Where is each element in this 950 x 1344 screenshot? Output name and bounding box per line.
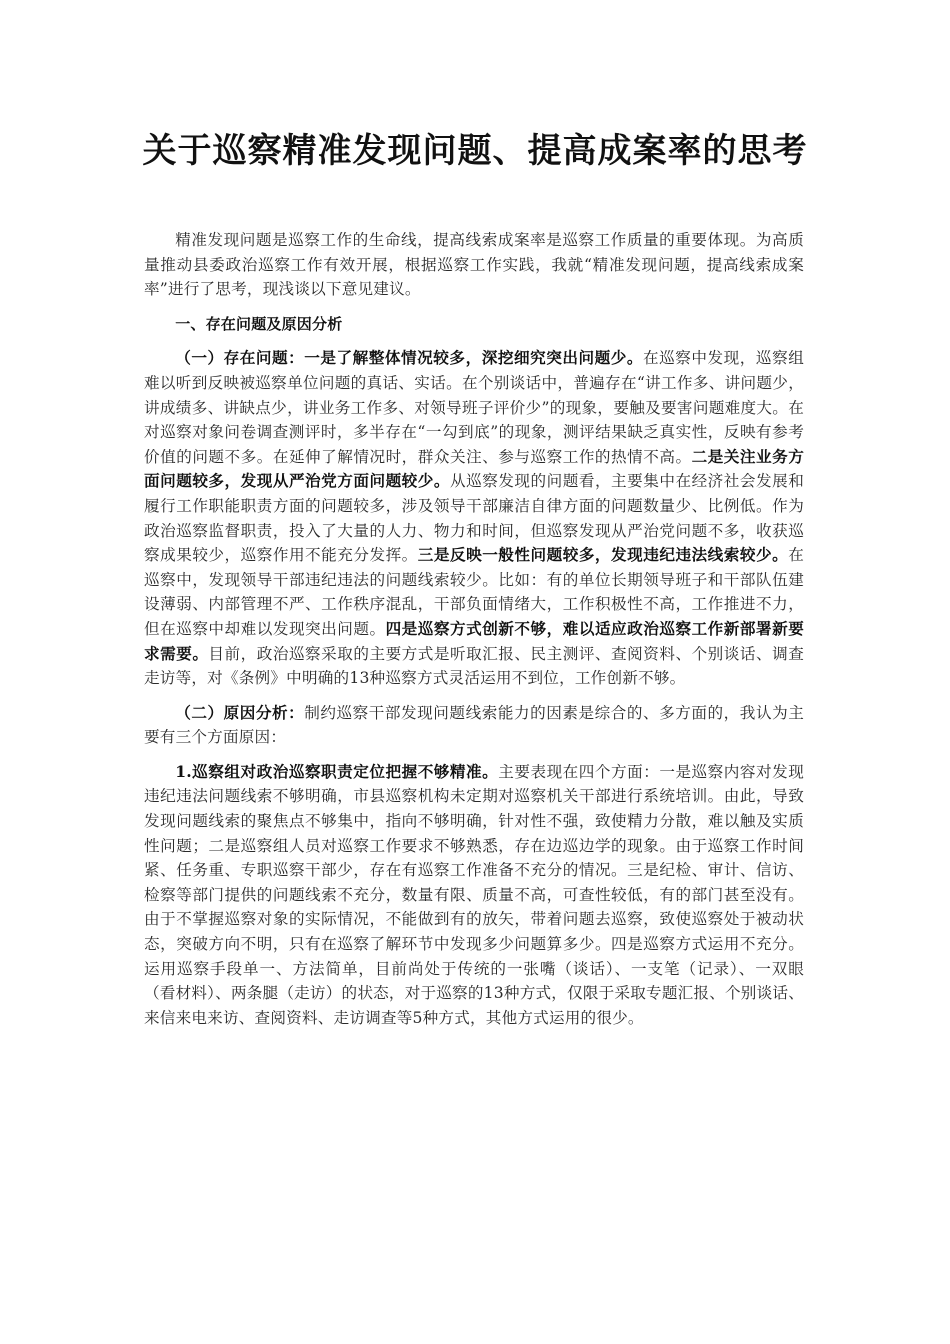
problem-2-text: 从巡察发现的问题看，主要集中在经济社会发展和履行工作职能职责方面的问题较多，涉及领导干部廉洁自律方面的问题数量少、比例低。作为政治巡察监督职责，投入了大量的人力、物力和时间，但巡察发现从严治党问题不多，收获巡察成果较少，巡察作用不能充分发挥。 (144, 472, 804, 565)
document-title: 关于巡察精准发现问题、提高成案率的思考 (142, 131, 808, 171)
problem-4-heading: 四是巡察方式创新不够，难以适应政治巡察工作新部署新要求需要。 (144, 618, 804, 663)
problem-4-text: 目前，政治巡察采取的主要方式是听取汇报、民主测评、查阅资料、个别谈话、调查走访等，对《条例》中明确的13种巡察方式灵活运用不到位，工作创新不够。 (144, 644, 804, 688)
problem-3-heading: 三是反映一般性问题较多，发现违纪违法线索较少。 (417, 545, 789, 565)
problems-lead: （一）存在问题： (175, 348, 305, 368)
document-body (144, 228, 804, 1030)
intro-paragraph: 精准发现问题是巡察工作的生命线，提高线索成案率是巡察工作质量的重要体现。为高质量推动县委政治巡察工作有效开展，根据巡察工作实践，我就“精准发现问题，提高线索成案率”进行了思考，现浅谈以下意见建议。 (144, 231, 804, 299)
problem-3-text: 在巡察中，发现领导干部违纪违法的问题线索较少。比如：有的单位长期领导班子和干部队伍建设薄弱、内部管理不严、工作秩序混乱，干部负面情绪大，工作积极性不高，工作推进不力，但在巡察中却难以发现突出问题。 (144, 546, 804, 638)
causes-lead: （二）原因分析： (175, 702, 305, 722)
cause-1-paragraph (144, 760, 804, 1031)
problems-paragraph (144, 346, 804, 690)
cause-1-text: 主要表现在四个方面：一是巡察内容对发现违纪违法问题线索不够明确，市县巡察机构未定期对巡察机关干部进行系统培训。由此，导致发现问题线索的聚焦点不够集中，指向不够明确，针对性不强，致使精力分散，难以触及实质性问题；二是巡察组人员对巡察工作要求不够熟悉，存在边巡边学的现象。由于巡察工作时间紧、任务重、专职巡察干部少，存在有巡察工作准备不充分的情况。三是纪检、审计、信访、检察等部门提供的问题线索不充分，数量有限、质量不高，可查性较低，有的部门甚至没有。由于不掌握巡察对象的实际情况，不能做到有的放矢，带着问题去巡察，致使巡察处于被动状态，突破方向不明，只有在巡察了解环节中发现多少问题算多少。四是巡察方式运用不充分。运用巡察手段单一、方法简单，目前尚处于传统的一张嘴（谈话）、一支笔（记录）、一双眼（看材料）、两条腿（走访）的状态，对于巡察的13种方式，仅限于采取专题汇报、个别谈话、来信来电来访、查阅资料、走访调查等5种方式，其他方式运用的很少。 (144, 762, 804, 1027)
problem-1-heading: 一是了解整体情况较多，深挖细究突出问题少。 (304, 348, 644, 368)
cause-1-heading: 1.巡察组对政治巡察职责定位把握不够精准。 (175, 761, 499, 781)
section-heading-1: 一、存在问题及原因分析 (175, 314, 343, 333)
causes-text: 制约巡察干部发现问题线索能力的因素是综合的、多方面的，我认为主要有三个方面原因： (144, 703, 804, 747)
causes-paragraph (144, 701, 804, 750)
problem-1-text: 在巡察中发现，巡察组难以听到反映被巡察单位问题的真话、实话。在个别谈话中，普遍存在“讲工作多、讲问题少，讲成绩多、讲缺点少，讲业务工作多、对领导班子评价少”的现象，要触及要害问题难度大。在对巡察对象问卷调查测评时，多半存在“一勾到底”的现象，测评结果缺乏真实性，反映有参考价值的问题不多。在延伸了解情况时，群众关注、参与巡察工作的热情不高。 (144, 349, 804, 466)
problem-2-heading: 二是关注业务方面问题较多，发现从严治党方面问题较少。 (144, 446, 804, 491)
